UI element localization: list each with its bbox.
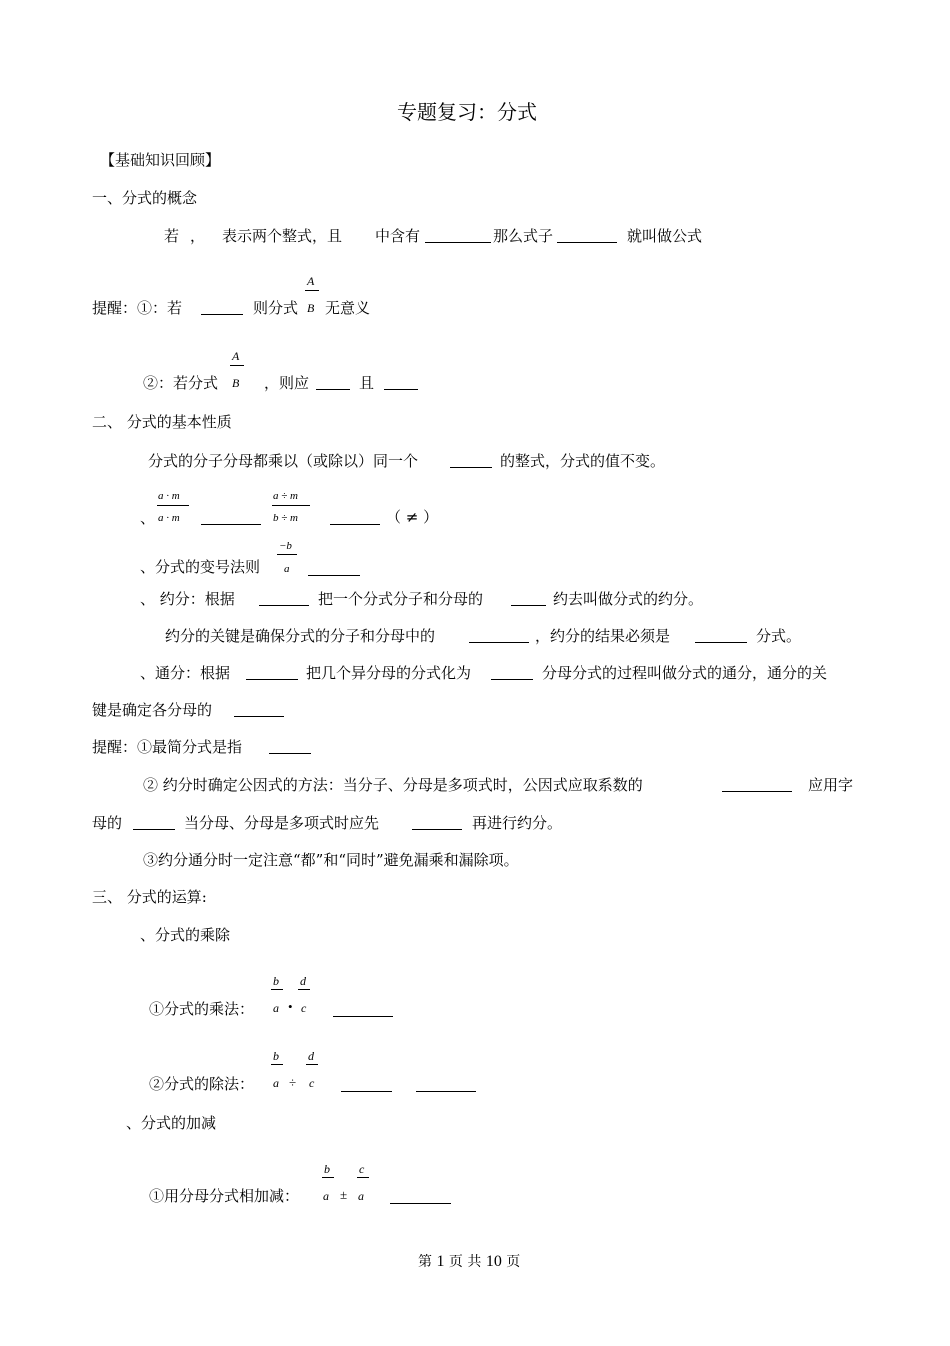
- fraction-numerator: A: [307, 274, 315, 288]
- fraction-bar: [271, 989, 283, 990]
- property-text: 、: [140, 509, 156, 527]
- property-text: 约分的关键是确保分式的分子和分母中的: [165, 627, 436, 645]
- footer-text: 页 共: [448, 1254, 482, 1270]
- page-total: 10: [485, 1253, 502, 1270]
- blank-nonzero[interactable]: [450, 467, 492, 468]
- property-text: 把几个异分母的分式化为: [306, 664, 472, 682]
- fraction-numerator: c: [359, 1162, 365, 1176]
- blank-same-denominator-rule[interactable]: [390, 1203, 451, 1204]
- blank-contains[interactable]: [425, 242, 491, 243]
- property-text: 分母分式的过程叫做分式的通分，通分的关: [542, 664, 828, 682]
- reminder-text: 当分母、分母是多项式时应先: [184, 814, 380, 832]
- blank-expression[interactable]: [557, 242, 617, 243]
- fraction-numerator: b: [324, 1162, 330, 1176]
- blank-multiply-rule[interactable]: [333, 1016, 393, 1017]
- definition-text: 就叫做公式: [627, 227, 703, 245]
- blank-reduce-basis[interactable]: [259, 605, 309, 606]
- fraction-denominator: b ÷ m: [273, 512, 298, 524]
- fraction-numerator: b: [273, 1049, 279, 1063]
- definition-text: 若: [164, 227, 180, 245]
- blank-undefined-condition[interactable]: [201, 314, 243, 315]
- fraction-bar: [298, 989, 310, 990]
- section-3-heading: 三、 分式的运算:: [92, 888, 207, 906]
- property-text: ，约分的结果必须是: [535, 627, 671, 645]
- property-text: 分式。: [756, 627, 802, 645]
- property-text: 键是确定各分母的: [92, 701, 213, 719]
- definition-text: 表示两个整式，且: [222, 227, 343, 245]
- property-text: 、 约分：根据: [140, 590, 235, 608]
- reminder-text: ② 约分时确定公因式的方法：当分子、分母是多项式时，公因式应取系数的: [143, 776, 643, 794]
- fraction-denominator: c: [309, 1076, 315, 1090]
- property-text: 、分式的变号法则: [140, 558, 261, 576]
- fraction-bar: [277, 554, 297, 555]
- reminder-text: 则分式: [253, 299, 299, 317]
- operation-label: ①分式的乘法：: [149, 1000, 255, 1018]
- reminder-text: 且: [359, 374, 375, 392]
- definition-text: 中含有: [375, 227, 421, 245]
- fraction-numerator: A: [232, 349, 240, 363]
- footer-text: 页: [506, 1254, 521, 1270]
- reminder-text: 无意义: [325, 299, 371, 317]
- property-text: 、通分：根据: [140, 664, 231, 682]
- section-header: 【基础知识回顾】: [100, 151, 221, 169]
- blank-factorize[interactable]: [412, 829, 462, 830]
- fraction-denominator: a: [284, 563, 290, 575]
- blank-numerator-condition[interactable]: [316, 389, 350, 390]
- fraction-denominator: a: [273, 1076, 279, 1090]
- fraction-bar: [230, 365, 244, 366]
- operation-label: ②分式的除法：: [149, 1075, 255, 1093]
- footer-text: 第: [418, 1254, 432, 1270]
- blank-common-basis[interactable]: [246, 679, 298, 680]
- reminder-text: 再进行约分。: [472, 814, 563, 832]
- property-text: （ ≠ ）: [386, 508, 439, 526]
- blank-common-factor[interactable]: [511, 605, 546, 606]
- fraction-numerator: −b: [279, 540, 292, 552]
- blank-divide-rule-1[interactable]: [341, 1091, 392, 1092]
- blank-same-denominator[interactable]: [491, 679, 533, 680]
- fraction-numerator: a · m: [158, 490, 180, 502]
- fraction-denominator: B: [232, 376, 240, 390]
- reminder-text: ②：若分式: [143, 374, 219, 392]
- fraction-bar: [272, 505, 310, 506]
- blank-denominator-condition[interactable]: [384, 389, 418, 390]
- blank-simplest-fraction[interactable]: [269, 753, 311, 754]
- blank-coefficient[interactable]: [722, 791, 792, 792]
- property-text: 把一个分式分子和分母的: [318, 590, 484, 608]
- operation-label: ①用分母分式相加减：: [149, 1187, 300, 1205]
- fraction-bar: [157, 505, 189, 506]
- fraction-denominator: a: [273, 1001, 279, 1015]
- fraction-denominator: B: [307, 301, 315, 315]
- definition-text: 那么式子: [493, 227, 554, 245]
- plus-minus-sign: ±: [340, 1187, 348, 1202]
- page-footer: [418, 1253, 520, 1271]
- blank-letter-power[interactable]: [133, 829, 175, 830]
- reminder-text: 应用字: [808, 776, 854, 794]
- fraction-denominator: a: [358, 1189, 364, 1203]
- fraction-bar: [357, 1177, 369, 1178]
- blank-divide-result[interactable]: [330, 524, 380, 525]
- definition-text: ，: [190, 227, 206, 245]
- reminder-text: ，则应: [264, 374, 310, 392]
- multiply-dot: •: [288, 999, 293, 1014]
- blank-divide-rule-2[interactable]: [416, 1091, 476, 1092]
- fraction-numerator: d: [308, 1049, 314, 1063]
- reminder-text: 提醒：①最简分式是指: [92, 738, 243, 756]
- property-text: 约去叫做分式的约分。: [553, 590, 704, 608]
- fraction-bar: [306, 1064, 318, 1065]
- page-title: 专题复习：分式: [397, 100, 537, 124]
- property-text: 分式的分子分母都乘以（或除以）同一个: [148, 452, 419, 470]
- fraction-denominator: a: [323, 1189, 329, 1203]
- section-2-heading: 二、 分式的基本性质: [92, 413, 232, 431]
- section-1-heading: 一、分式的概念: [92, 189, 198, 207]
- fraction-bar: [322, 1177, 334, 1178]
- blank-reduce-result[interactable]: [695, 642, 747, 643]
- property-text: 的整式，分式的值不变。: [500, 452, 666, 470]
- fraction-denominator: a · m: [158, 512, 180, 524]
- fraction-denominator: c: [301, 1001, 307, 1015]
- fraction-bar: [305, 290, 319, 291]
- divide-sign: ÷: [289, 1075, 297, 1090]
- fraction-numerator: d: [300, 974, 306, 988]
- blank-multiply-result[interactable]: [201, 524, 261, 525]
- reminder-text: ③约分通分时一定注意“都”和“同时”避免漏乘和漏除项。: [143, 851, 519, 869]
- fraction-bar: [271, 1064, 283, 1065]
- fraction-numerator: b: [273, 974, 279, 988]
- reminder-text: 母的: [92, 814, 123, 832]
- subsection-heading: 、分式的乘除: [140, 926, 231, 944]
- subsection-heading: 、分式的加减: [126, 1114, 217, 1132]
- blank-reduce-key[interactable]: [469, 642, 529, 643]
- page-number: 1: [436, 1253, 445, 1270]
- blank-lcd[interactable]: [234, 716, 284, 717]
- fraction-numerator: a ÷ m: [273, 490, 298, 502]
- reminder-text: 提醒：①：若: [92, 299, 183, 317]
- blank-sign-rule[interactable]: [308, 575, 360, 576]
